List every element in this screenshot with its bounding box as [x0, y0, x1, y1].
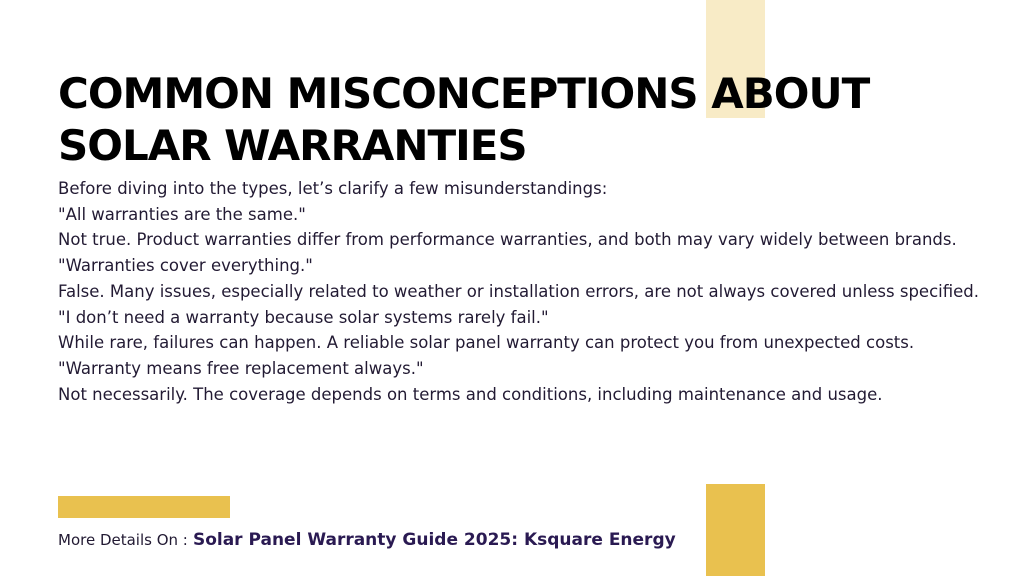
- footer-label: More Details On :: [58, 531, 188, 549]
- misconception-2: "Warranties cover everything.": [58, 256, 313, 276]
- body-content: [58, 176, 1008, 407]
- explanation-2: False. Many issues, especially related to weather or installation errors, are not always covered unless specified.: [58, 281, 980, 301]
- misconception-3: "I don’t need a warranty because solar systems rarely fail.": [58, 307, 549, 327]
- details-link[interactable]: Solar Panel Warranty Guide 2025: Ksquare Energy: [192, 530, 676, 550]
- intro-line: Before diving into the types, let’s clarify a few misunderstandings:: [58, 179, 608, 198]
- misconception-1: "All warranties are the same.": [58, 204, 306, 224]
- explanation-4: Not necessarily. The coverage depends on terms and conditions, including maintenance and usage.: [58, 384, 883, 404]
- footer: [58, 530, 676, 550]
- decorative-bar: [58, 496, 230, 518]
- explanation-3: While rare, failures can happen. A reliable solar panel warranty can protect you from unexpected costs.: [58, 333, 915, 353]
- page-title: COMMON MISCONCEPTIONS ABOUT SOLAR WARRANTIES: [58, 69, 870, 170]
- decorative-block-bottom: [706, 484, 765, 576]
- explanation-1: Not true. Product warranties differ from performance warranties, and both may vary widely between brands.: [58, 230, 957, 250]
- misconception-4: "Warranty means free replacement always.": [58, 358, 424, 378]
